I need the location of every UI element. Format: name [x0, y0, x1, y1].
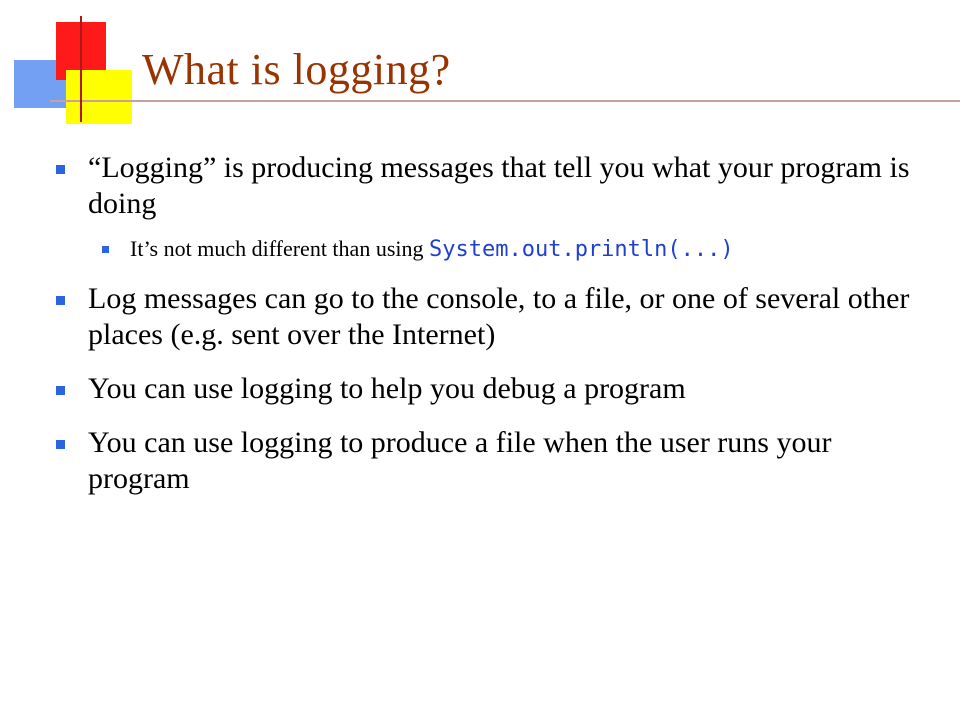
bullet-item [56, 425, 916, 497]
slide-content [56, 150, 916, 509]
square-bullet-icon [56, 386, 65, 395]
bullet-text: “Logging” is producing messages that tell you what your program is doing [88, 151, 910, 220]
bullet-text: You can use logging to produce a file when the user runs your program [88, 426, 832, 495]
code-snippet: System.out.println(...) [429, 237, 734, 262]
decoration-horizontal-line [50, 100, 960, 102]
bullet-item [56, 281, 916, 353]
square-bullet-icon [56, 165, 65, 174]
slide-title: What is logging? [142, 45, 451, 94]
bullet-item [56, 150, 916, 222]
sub-bullet-text: It’s not much different than using [130, 236, 429, 261]
bullet-item [56, 371, 916, 407]
square-bullet-icon [102, 246, 109, 253]
square-bullet-icon [56, 440, 65, 449]
bullet-text: You can use logging to help you debug a program [88, 372, 686, 405]
sub-bullet-item [56, 234, 916, 265]
bullet-text: Log messages can go to the console, to a file, or one of several other places (e.g. sent over the Internet) [88, 282, 910, 351]
decoration-yellow-square [66, 70, 132, 124]
square-bullet-icon [56, 296, 65, 305]
decoration-vertical-line [80, 16, 82, 122]
